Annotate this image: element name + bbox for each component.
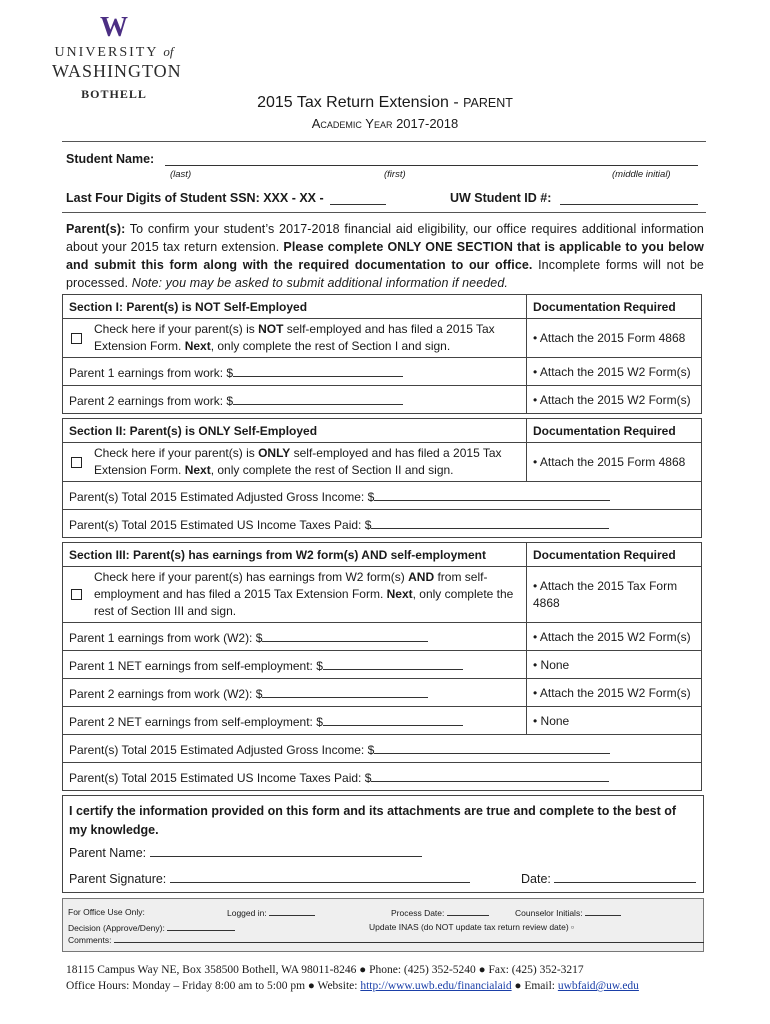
office-use-label: For Office Use Only: bbox=[68, 907, 145, 917]
parent-signature-label: Parent Signature: bbox=[69, 872, 167, 886]
parent-name-field[interactable] bbox=[150, 844, 422, 857]
section-1-table: Section I: Parent(s) is NOT Self-Employed Documentation Required Check here if your parent(s) is NOT self-employed and has filed a 2015 Tax Extension Form. Next, only complete the rest of Section I and sign. • Attach the 2015 Form 4868 Parent 1 earnings from work: $ • Attach the 2015 W2 Form(s) Parent 2 earnings from work: $ • Attach the 2015 W2 Form(s) bbox=[62, 294, 702, 414]
intro-paragraph: Parent(s): To confirm your student’s 2017-2018 financial aid eligibility, our office requires additional information about your 2015 tax return extension. Please complete ONLY ONE SECTION that is applicable to you below and submit this form along with the required documentation to our office. Incomplete forms will not be processed. Note: you may be asked to submit additional information if needed. bbox=[66, 222, 705, 290]
footer-address: 18115 Campus Way NE, Box 358500 Bothell, WA 98011-8246 ● Phone: (425) 352-5240 ● Fax: (425) 352-3217 bbox=[66, 964, 584, 976]
student-name-field[interactable] bbox=[165, 153, 698, 166]
uw-w-mark: W bbox=[100, 12, 128, 43]
form-title: 2015 Tax Return Extension - PARENT bbox=[257, 94, 513, 111]
section-3-check-doc: • Attach the 2015 Tax Form 4868 bbox=[527, 567, 702, 623]
parent-name-label: Parent Name: bbox=[69, 846, 147, 860]
sub-last: (last) bbox=[170, 169, 192, 180]
section-1-check-doc: • Attach the 2015 Form 4868 bbox=[527, 319, 702, 358]
s2-taxes-field[interactable] bbox=[371, 516, 609, 529]
doc-required-header: Documentation Required bbox=[527, 543, 702, 567]
decision-field[interactable] bbox=[167, 922, 235, 931]
certify-statement: I certify the information provided on this form and its attachments are true and complete to the best of my knowledge. bbox=[69, 804, 677, 837]
parent1-earnings-field[interactable] bbox=[233, 364, 403, 377]
logged-in-field[interactable] bbox=[269, 907, 315, 916]
counselor-initials-field[interactable] bbox=[585, 907, 621, 916]
uw-id-field[interactable] bbox=[560, 192, 698, 205]
section-1-header: Section I: Parent(s) is NOT Self-Employed bbox=[63, 295, 527, 319]
title-parent: PARENT bbox=[463, 96, 513, 110]
sub-middle: (middle initial) bbox=[612, 169, 671, 180]
section-1-checkbox[interactable] bbox=[71, 333, 82, 344]
section-2-table: Section II: Parent(s) is ONLY Self-Employed Documentation Required Check here if your parent(s) is ONLY self-employed and has filed a 2015 Tax Extension Form. Next, only complete the rest of Section II and sign. • Attach the 2015 Form 4868 Parent(s) Total 2015 Estimated Adjusted Gross Income: $ Parent(s) Total 2015 Estimated US Income Taxes Paid: $ bbox=[62, 418, 702, 538]
date-field[interactable] bbox=[554, 870, 696, 883]
sub-first: (first) bbox=[384, 169, 406, 180]
logo-campus: BOTHELL bbox=[81, 87, 147, 101]
uw-bothell-logo bbox=[52, 12, 182, 101]
logo-of: of bbox=[163, 44, 174, 59]
ssn-field[interactable] bbox=[330, 192, 386, 205]
divider bbox=[62, 212, 706, 213]
ssn-label: Last Four Digits of Student SSN: XXX - XX - bbox=[66, 191, 324, 205]
process-date-field[interactable] bbox=[447, 907, 489, 916]
student-name-label: Student Name: bbox=[66, 152, 155, 166]
section-2-header: Section II: Parent(s) is ONLY Self-Employed bbox=[63, 419, 527, 443]
footer: 18115 Campus Way NE, Box 358500 Bothell, WA 98011-8246 ● Phone: (425) 352-5240 ● Fax: (425) 352-3217 Office Hours: Monday – Friday 8:00 am to 5:00 pm ● Website: http://www.uwb.edu/financialaid ● Email: uwbfaid@uw.edu bbox=[66, 964, 639, 992]
divider bbox=[62, 141, 706, 142]
s3-parent1-w2-field[interactable] bbox=[262, 629, 428, 642]
certification-box bbox=[62, 795, 704, 893]
section-3-table: Section III: Parent(s) has earnings from W2 form(s) AND self-employment Documentation Required Check here if your parent(s) has earnings from W2 form(s) AND from self-employment and has filed a 2015 Tax Extension Form. Next, only complete the rest of Section III and sign. • Attach the 2015 Tax Form 4868 Parent 1 earnings from work (W2): $ • Attach the 2015 W2 Form(s) Parent 1 NET earnings from self-employment: $ • None Parent 2 earnings from work (W2): $ • Attach the 2015 W2 Form(s) Parent 2 NET earnings from self-employment: $ • None Parent(s) Total 2015 Estimated Adjusted Gross Income: $ Parent(s) Total 2015 Estimated US Income Taxes Paid: $ bbox=[62, 542, 702, 791]
s3-parent1-net-field[interactable] bbox=[323, 657, 463, 670]
section-2-checkbox[interactable] bbox=[71, 457, 82, 468]
s2-agi-field[interactable] bbox=[374, 488, 610, 501]
website-link[interactable]: http://www.uwb.edu/financialaid bbox=[360, 980, 512, 992]
comments-field[interactable] bbox=[114, 934, 704, 943]
update-inas-label[interactable]: Update INAS (do NOT update tax return review date) ▫ bbox=[369, 922, 575, 932]
logo-university: UNIVERSITY bbox=[54, 45, 158, 60]
date-label: Date: bbox=[521, 872, 551, 886]
s3-parent2-net-field[interactable] bbox=[323, 713, 463, 726]
doc-required-header: Documentation Required bbox=[527, 419, 702, 443]
parent2-earnings-field[interactable] bbox=[233, 392, 403, 405]
office-use-box: For Office Use Only: Logged in: Process Date: Counselor Initials: Decision (Approve/Deny): Update INAS (do NOT update tax return review date) ▫ Comments: bbox=[62, 898, 704, 952]
s3-taxes-field[interactable] bbox=[371, 769, 609, 782]
academic-year: Academic Year 2017-2018 bbox=[311, 116, 459, 131]
section-3-checkbox[interactable] bbox=[71, 589, 82, 600]
section-3-header: Section III: Parent(s) has earnings from W2 form(s) AND self-employment bbox=[63, 543, 527, 567]
logo-washington: WASHINGTON bbox=[52, 61, 182, 81]
doc-required-header: Documentation Required bbox=[527, 295, 702, 319]
parent-signature-field[interactable] bbox=[170, 870, 470, 883]
uw-id-label: UW Student ID #: bbox=[450, 191, 552, 205]
section-2-check-doc: • Attach the 2015 Form 4868 bbox=[527, 443, 702, 482]
s3-parent2-w2-field[interactable] bbox=[262, 685, 428, 698]
email-link[interactable]: uwbfaid@uw.edu bbox=[557, 980, 639, 992]
s3-agi-field[interactable] bbox=[374, 741, 610, 754]
